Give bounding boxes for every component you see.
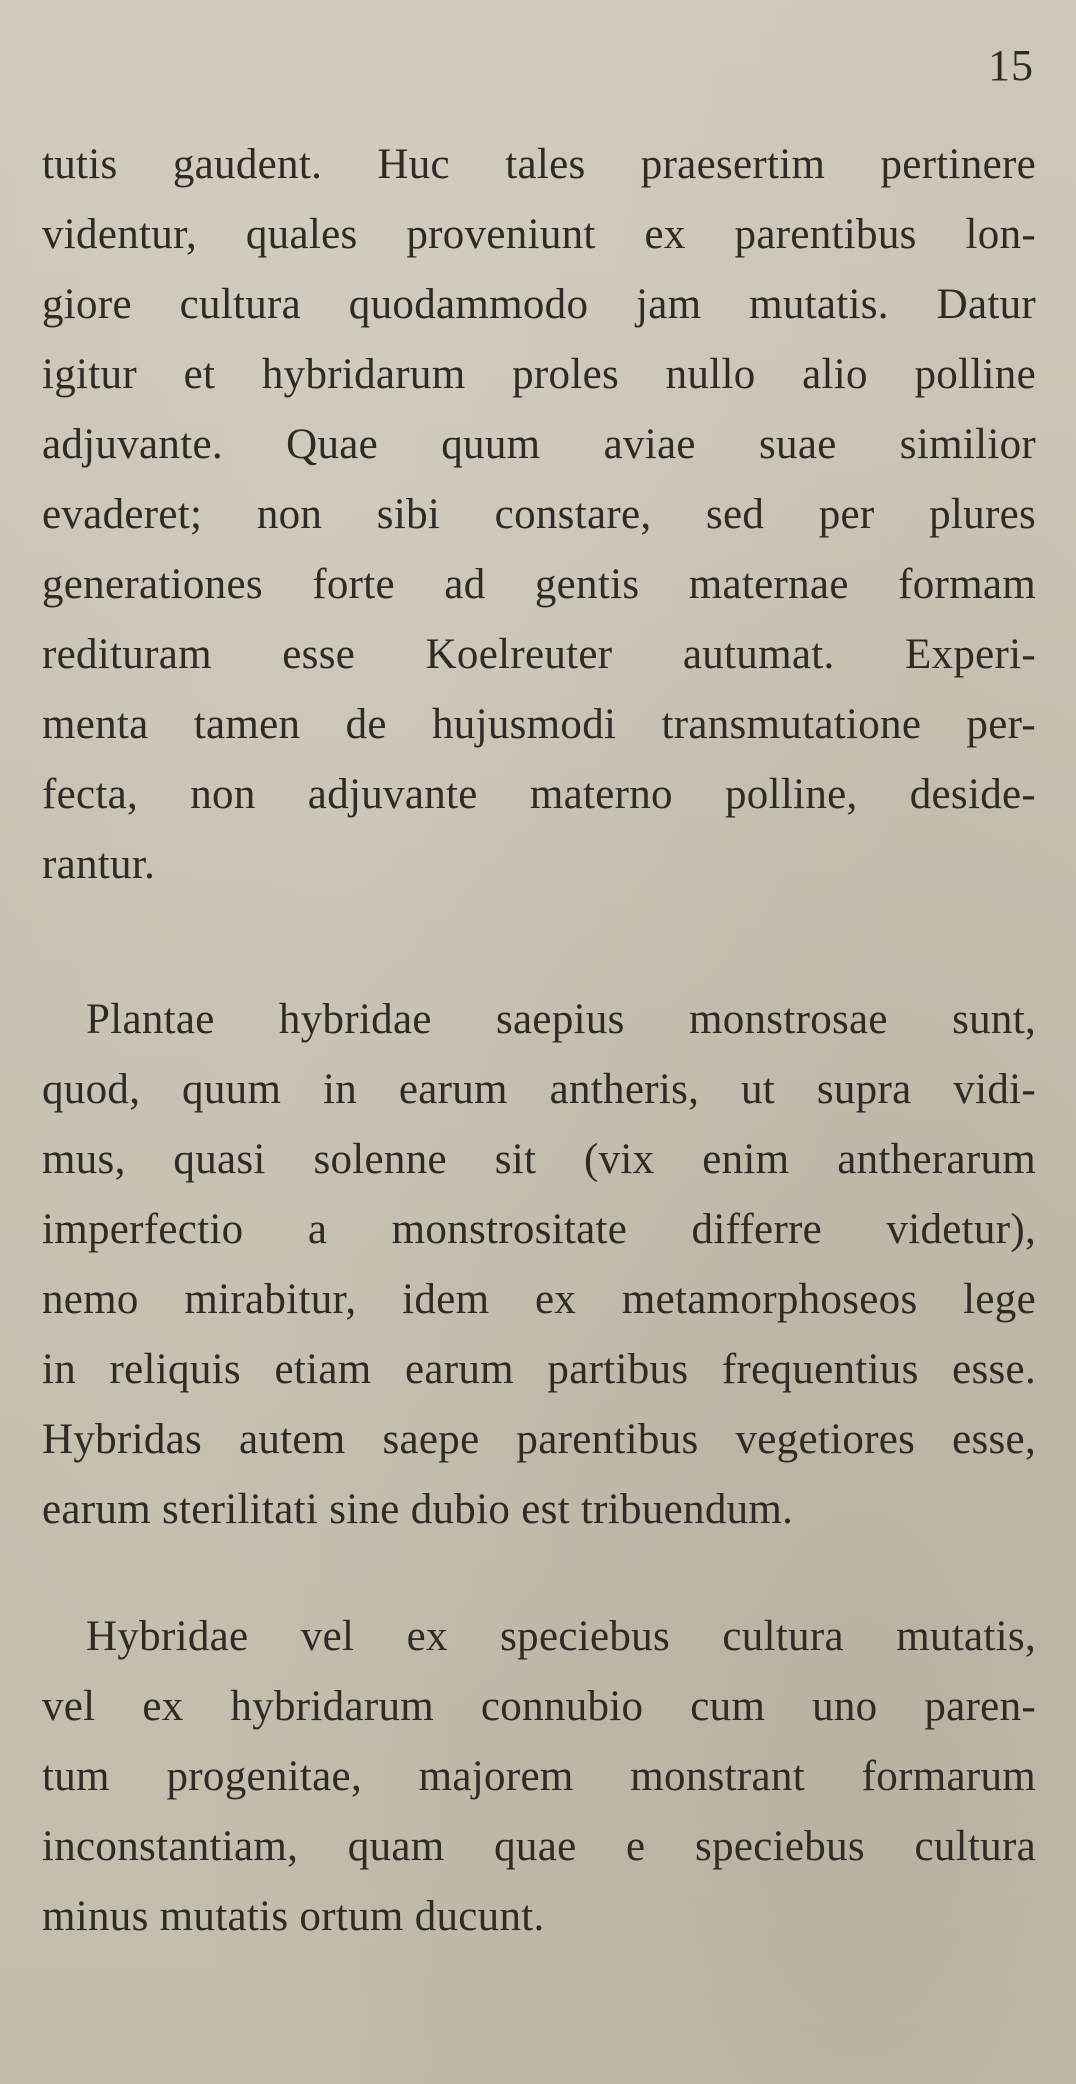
text-line: vel ex hybridarum connubio cum uno paren- [42,1683,1036,1730]
text-line: in reliquis etiam earum partibus frequentius esse. [42,1346,1036,1393]
text-line: nemo mirabitur, idem ex metamorphoseos lege [42,1276,1036,1323]
text-line: videntur, quales proveniunt ex parentibus lon- [42,211,1036,258]
text-line: Hybridae vel ex speciebus cultura mutatis, [86,1613,1036,1660]
text-line: quod, quum in earum antheris, ut supra vidi- [42,1066,1036,1113]
text-line: rantur. [42,841,156,888]
text-line: giore cultura quodammodo jam mutatis. Datur [42,281,1036,328]
text-line: evaderet; non sibi constare, sed per plures [42,491,1036,538]
text-line: earum sterilitati sine dubio est tribuendum. [42,1486,794,1533]
text-line: redituram esse Koelreuter autumat. Experi- [42,631,1036,678]
page-number: 15 [988,41,1034,90]
text-line: Plantae hybridae saepius monstrosae sunt, [86,996,1036,1043]
text-line: minus mutatis ortum ducunt. [42,1893,545,1940]
text-line: adjuvante. Quae quum aviae suae similior [42,421,1036,468]
text-line: tum progenitae, majorem monstrant formarum [42,1753,1036,1800]
text-line: generationes forte ad gentis maternae formam [42,561,1036,608]
text-line: imperfectio a monstrositate differre videtur), [42,1206,1036,1253]
text-line: Hybridas autem saepe parentibus vegetiores esse, [42,1416,1036,1463]
text-line: inconstantiam, quam quae e speciebus cultura [42,1823,1036,1870]
text-line: mus, quasi solenne sit (vix enim antherarum [42,1136,1036,1183]
text-line: menta tamen de hujusmodi transmutatione per- [42,701,1036,748]
text-line: fecta, non adjuvante materno polline, deside- [42,771,1036,818]
text-line: tutis gaudent. Huc tales praesertim pertinere [42,141,1036,188]
text-line: igitur et hybridarum proles nullo alio polline [42,351,1036,398]
